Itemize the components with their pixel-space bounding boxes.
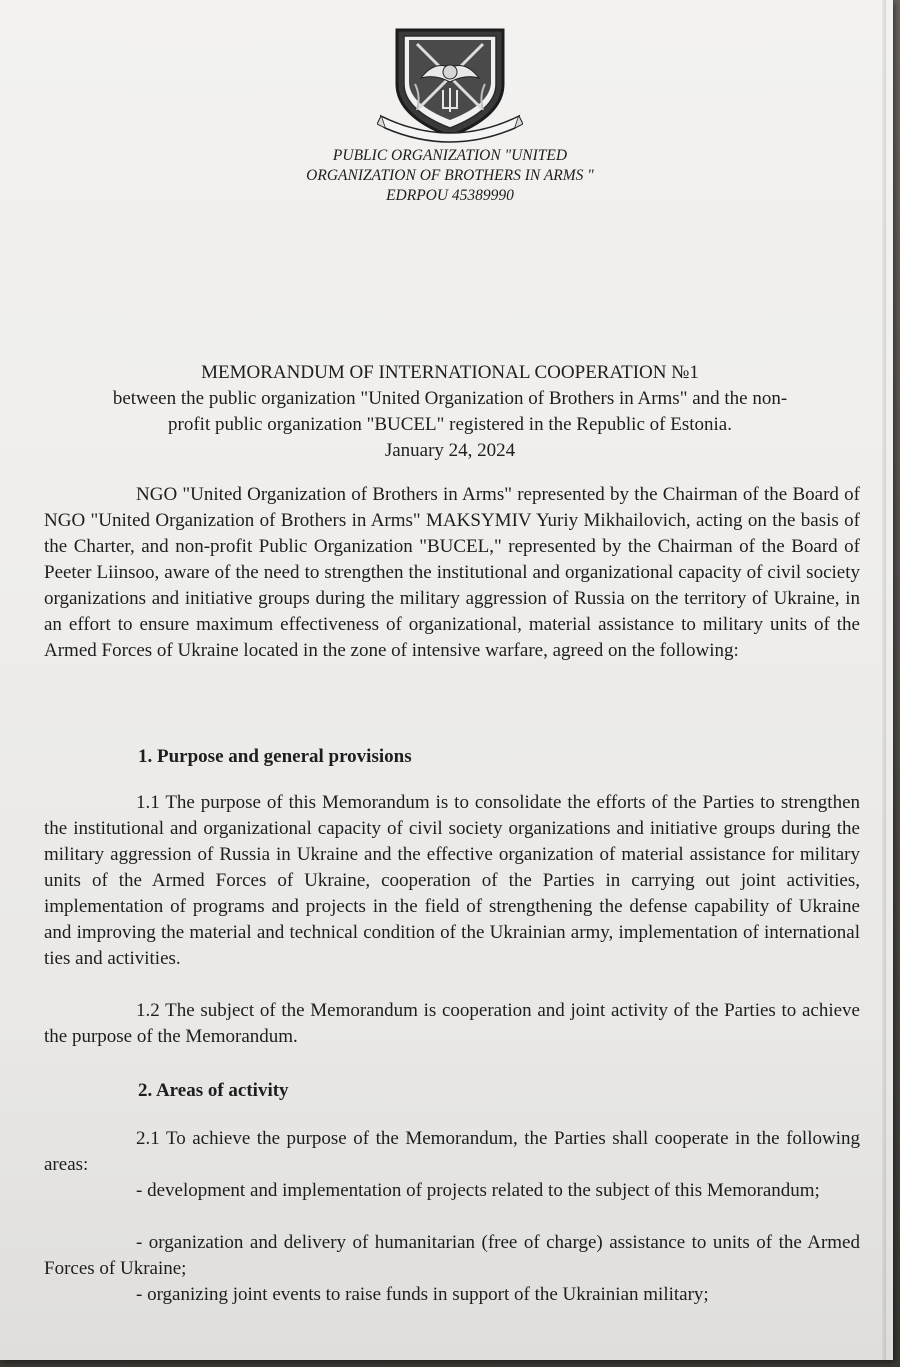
memorandum-date: January 24, 2024	[384, 440, 516, 461]
list-item: - organizing joint events to raise funds in support of the Ukrainian military;	[136, 1284, 709, 1305]
org-name-line-1: PUBLIC ORGANIZATION "UNITED	[332, 147, 568, 164]
section-2-heading: 2. Areas of activity	[138, 1080, 289, 1101]
memorandum-subtitle-line-1: between the public organization "United Organization of Brothers in Arms" and the non-	[112, 388, 788, 409]
organization-emblem-logo	[377, 24, 523, 144]
memorandum-subtitle-line-2: profit public organization "BUCEL" registered in the Republic of Estonia.	[168, 414, 732, 435]
section-2-1-paragraph: 2.1 To achieve the purpose of the Memorandum, the Parties shall cooperate in the following areas:	[44, 1128, 860, 1175]
preamble-paragraph: NGO "United Organization of Brothers in Arms" represented by the Chairman of the Board of NGO "United Organization of Brothers in Arms" MAKSYMIV Yuriy Mikhailovich, acting on the basis of the Charter, and non-profit Public Organization "BUCEL," represented by the Chairman of the Board of Peeter Liinsoo, aware of the need to strengthen the institutional and organizational capacity of civil society organizations and initiative groups during the military aggression of Russia on the territory of Ukraine, in an effort to ensure maximum effectiveness of organizational, material assistance to military units of the Armed Forces of Ukraine located in the zone of intensive warfare, agreed on the following:	[44, 484, 860, 661]
org-edrpou-code: EDRPOU 45389990	[386, 187, 514, 204]
memorandum-title: MEMORANDUM OF INTERNATIONAL COOPERATION №1	[201, 362, 699, 383]
list-item: - development and implementation of projects related to the subject of this Memorandum;	[136, 1180, 820, 1201]
organization-header	[250, 146, 650, 206]
org-name-line-2: ORGANIZATION OF BROTHERS IN ARMS "	[306, 167, 594, 184]
memorandum-title-block	[30, 360, 870, 464]
page-edge-shadow	[882, 0, 886, 1360]
section-1-1-paragraph: 1.1 The purpose of this Memorandum is to consolidate the efforts of the Parties to strengthen the institutional and organizational capacity of civil society organizations and initiative groups during the military aggression of Russia in Ukraine and the effective organization of material assistance for military units of the Armed Forces of Ukraine, cooperation of the Parties in carrying out joint activities, implementation of programs and projects in the field of strengthening the defense capability of Ukraine and improving the material and technical condition of the Ukrainian army, implementation of international ties and activities.	[44, 792, 860, 969]
section-1-heading: 1. Purpose and general provisions	[138, 746, 412, 767]
section-1-2-paragraph: 1.2 The subject of the Memorandum is cooperation and joint activity of the Parties to achieve the purpose of the Memorandum.	[44, 1000, 860, 1047]
list-item: - organization and delivery of humanitarian (free of charge) assistance to units of the Armed Forces of Ukraine;	[44, 1232, 860, 1279]
